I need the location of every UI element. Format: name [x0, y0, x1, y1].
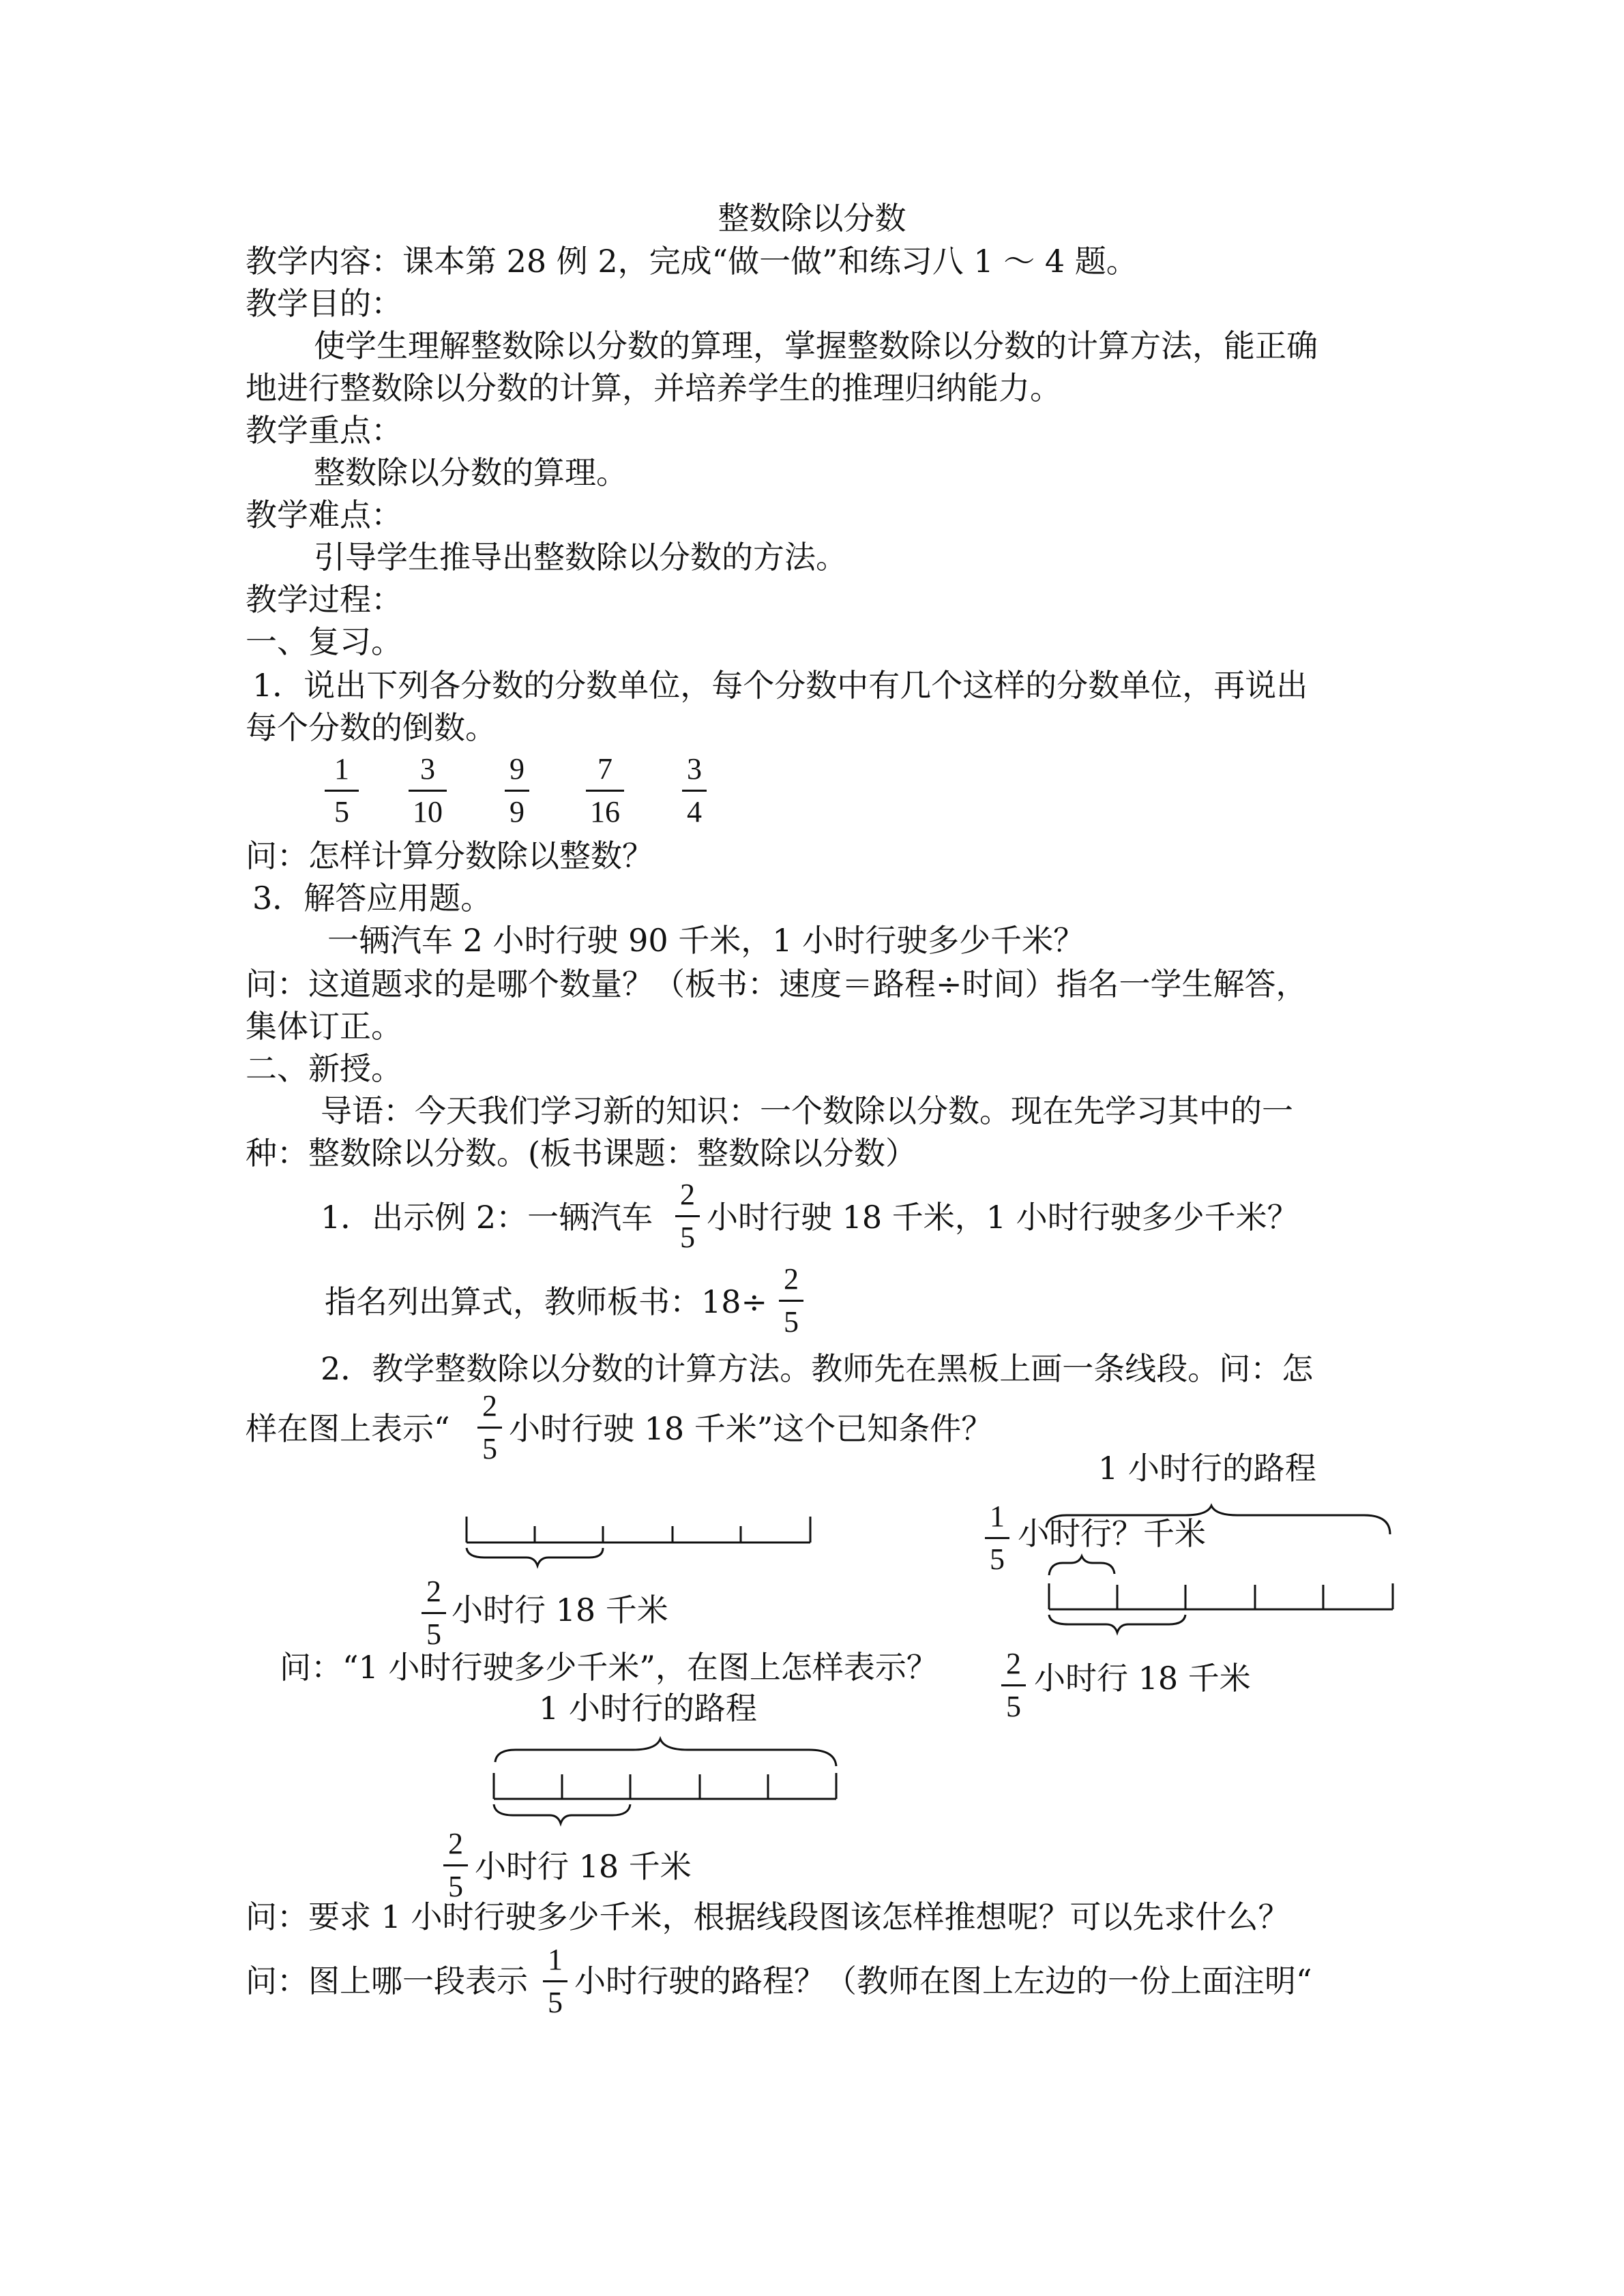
diagram-2-label: 小时行 18 千米: [1034, 1660, 1251, 1697]
segment-diagram-3: [488, 1732, 843, 1834]
difficulty-label: 教学难点：: [246, 496, 402, 533]
ask-one-hour: 问：“1 小时行驶多少千米”，在图上怎样表示？: [280, 1649, 938, 1686]
segment-diagram-1: [464, 1507, 818, 1589]
fraction-4-denominator: 16: [590, 795, 620, 829]
diagram-1-brace: [467, 1548, 603, 1566]
fraction-3-numerator: 9: [510, 752, 525, 786]
objective-line-2: 地进行整数除以分数的计算，并培养学生的推理归纳能力。: [246, 370, 1061, 406]
example-2-fraction-denominator: 5: [680, 1221, 695, 1254]
fraction-5-numerator: 3: [687, 752, 702, 786]
process-label: 教学过程：: [246, 581, 402, 618]
diagram-1-fraction: [422, 1572, 446, 1654]
review-question-1a: 1．说出下列各分数的分数单位，每个分数中有几个这样的分数单位，再说出: [252, 667, 1308, 704]
diagram-1-label: 小时行 18 千米: [452, 1592, 668, 1628]
page-title: 整数除以分数: [718, 200, 906, 237]
example-2-fraction-numerator: 2: [680, 1178, 695, 1211]
step-2-line-2-prefix: 样在图上表示“: [246, 1410, 450, 1447]
diagram-2-small-brace: [1049, 1556, 1114, 1575]
ask-segment-suffix: 小时行驶的路程？（教师在图上左边的一份上面注明“: [574, 1963, 1312, 1999]
diagram-2-top-label: 1 小时行的路程: [1098, 1450, 1316, 1487]
teaching-content: 教学内容：课本第 28 例 2，完成“做一做”和练习八 1 ～ 4 题。: [246, 243, 1138, 280]
step-2-line-2-suffix: 小时行驶 18 千米”这个已知条件？: [509, 1410, 993, 1447]
ask-fraction-division: 问：怎样计算分数除以整数？: [246, 837, 653, 874]
fraction-5-denominator: 4: [687, 795, 702, 829]
formula-fraction: [779, 1260, 803, 1341]
diagram-3-label: 小时行 18 千米: [475, 1848, 692, 1885]
step-2-fraction-denominator: 5: [482, 1432, 497, 1465]
diagram-2-bottom-brace: [1049, 1615, 1185, 1632]
ask-segment-fraction-denominator: 5: [548, 1986, 563, 2019]
fraction-4: [586, 750, 624, 831]
diagram-1-fraction-numerator: 2: [426, 1575, 441, 1608]
fraction-2-numerator: 3: [420, 752, 435, 786]
example-2-prefix: 1．出示例 2：一辆汽车: [321, 1199, 653, 1236]
fraction-3-denominator: 9: [510, 795, 525, 829]
ask-infer: 问：要求 1 小时行驶多少千米，根据线段图该怎样推想呢？可以先求什么？: [246, 1898, 1290, 1935]
ask-quantity-1: 问：这道题求的是哪个数量？（板书：速度＝路程÷时间）指名一学生解答，: [246, 966, 1308, 1002]
fraction-1-numerator: 1: [334, 752, 349, 786]
formula-fraction-numerator: 2: [784, 1262, 799, 1296]
objective-line-1: 使学生理解整数除以分数的算理，掌握整数除以分数的计算方法，能正确: [314, 327, 1318, 364]
diagram-2-one-fifth-label: 小时行？千米: [1018, 1515, 1206, 1552]
ask-segment-fraction-numerator: 1: [548, 1943, 563, 1976]
diagram-1-fraction-denominator: 5: [426, 1617, 441, 1651]
ask-quantity-2: 集体订正。: [246, 1008, 402, 1045]
new-lesson-heading: 二、新授。: [246, 1050, 402, 1087]
example-2-suffix: 小时行驶 18 千米，1 小时行驶多少千米？: [707, 1199, 1299, 1236]
ask-segment-fraction: [543, 1941, 567, 2022]
review-question-3: 3．解答应用题。: [252, 880, 492, 916]
formula-fraction-denominator: 5: [784, 1305, 799, 1339]
diagram-3-fraction: [443, 1825, 468, 1906]
ask-segment-prefix: 问：图上哪一段表示: [246, 1963, 528, 1999]
diagram-2-one-fifth-numerator: 1: [990, 1500, 1005, 1533]
diagram-2-two-fifths-denominator: 5: [1006, 1690, 1021, 1723]
formula-prefix: 指名列出算式，教师板书：18÷: [325, 1283, 768, 1320]
fraction-2: [409, 750, 447, 831]
fraction-1: [325, 750, 359, 831]
diagram-3-bottom-brace: [494, 1804, 630, 1823]
intro-line-1: 导语：今天我们学习新的知识：一个数除以分数。现在先学习其中的一: [321, 1092, 1293, 1129]
example-2-fraction: [675, 1176, 700, 1257]
diagram-2-two-fifths-numerator: 2: [1006, 1647, 1021, 1680]
intro-line-2: 种：整数除以分数。(板书课题：整数除以分数）: [246, 1135, 917, 1172]
diagram-3-fraction-numerator: 2: [448, 1827, 463, 1860]
diagram-2-one-fifth-fraction: [985, 1497, 1009, 1579]
car-problem: 一辆汽车 2 小时行驶 90 千米，1 小时行驶多少千米？: [327, 922, 1085, 959]
key-label: 教学重点：: [246, 412, 402, 449]
objective-label: 教学目的：: [246, 285, 402, 322]
step-2-line-1: 2．教学整数除以分数的计算方法。教师先在黑板上画一条线段。问：怎: [321, 1350, 1314, 1387]
diagram-2-one-fifth-denominator: 5: [990, 1542, 1005, 1576]
step-2-fraction: [477, 1387, 502, 1468]
review-heading: 一、复习。: [246, 623, 402, 660]
fraction-5: [682, 750, 707, 831]
fraction-2-denominator: 10: [413, 795, 443, 829]
fraction-4-numerator: 7: [597, 752, 612, 786]
diagram-3-top-label: 1 小时行的路程: [539, 1690, 757, 1727]
diagram-2-two-fifths-fraction: [1001, 1645, 1026, 1726]
difficulty-text: 引导学生推导出整数除以分数的方法。: [314, 539, 847, 576]
fraction-1-denominator: 5: [334, 795, 349, 829]
diagram-3-fraction-denominator: 5: [448, 1870, 463, 1903]
fraction-3: [505, 750, 529, 831]
review-question-1b: 每个分数的倒数。: [246, 709, 497, 746]
diagram-3-top-brace: [495, 1739, 836, 1766]
step-2-fraction-numerator: 2: [482, 1389, 497, 1422]
key-text: 整数除以分数的算理。: [314, 454, 628, 491]
